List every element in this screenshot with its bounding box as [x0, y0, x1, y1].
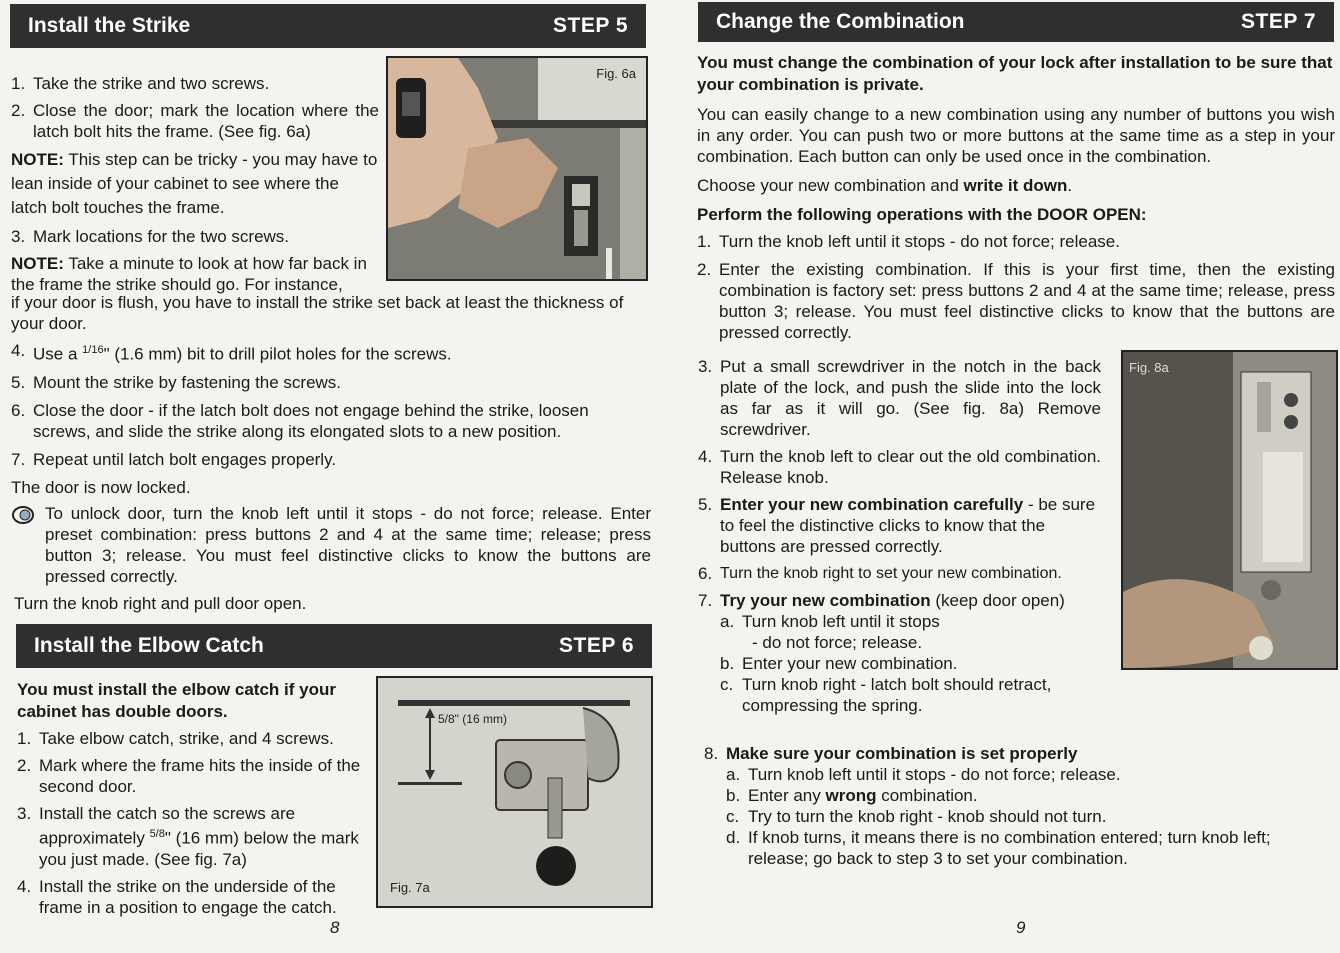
step7-intro: You must change the combination of your lock after installation to be sure that your combination is private.	[697, 53, 1333, 94]
step7-intro-block	[697, 52, 1335, 343]
step5-bottom-list	[11, 292, 651, 614]
item-number: 2.	[697, 260, 712, 279]
sub-item: a. Turn knob left until it stops - do not force; release.	[720, 612, 940, 652]
list-item	[698, 446, 1101, 488]
sub-item: b. Enter any wrong combination.	[726, 786, 978, 805]
sub-item: a. Turn knob left until it stops - do not force; release.	[726, 765, 1121, 784]
item-number: 5.	[698, 495, 713, 514]
item-text: Enter the existing combination. If this is your first time, then the existing combination is factory set: press buttons 2 and 4 at the same time; release, press button 3; release. You must feel distinctive clicks to know that the buttons are pressed correctly.	[719, 260, 1335, 342]
item-number: 1.	[697, 232, 712, 251]
list-item	[11, 73, 379, 94]
item-text: Use a $^{1/16}$" (1.6 mm) bit to drill pilot holes for the screws.	[33, 344, 452, 364]
item-number: 3.	[698, 357, 713, 376]
step7-item-8	[704, 743, 1334, 869]
item-text: Enter your new combination carefully - be sure to feel the distinctive clicks to know that the buttons are pressed correctly.	[720, 495, 1096, 556]
step7-middle-list	[698, 356, 1101, 716]
list-item	[17, 803, 367, 870]
item-text: Mount the strike by fastening the screws.	[33, 372, 342, 392]
note-paragraph	[11, 253, 379, 295]
list-item	[697, 259, 1335, 343]
fraction: 1/16	[82, 344, 104, 356]
sub-item: d. If knob turns, it means there is no combination entered; turn knob left; release; go back to step 3 to set your combination.	[726, 828, 1271, 868]
step6-title: Install the Elbow Catch	[34, 634, 264, 657]
step7-label: STEP 7	[1241, 10, 1316, 33]
step7-header	[698, 2, 1334, 42]
list-item	[11, 449, 651, 470]
item-text: Close the door; mark the location where the latch bolt hits the frame. (See fig. 6a)	[33, 101, 379, 141]
item-text: Mark where the frame hits the inside of the second door.	[39, 756, 361, 796]
step7-perform: Perform the following operations with the DOOR OPEN:	[697, 205, 1147, 224]
step6-list	[17, 679, 367, 918]
step6-header	[16, 624, 652, 668]
item-text: Install the catch so the screws are approximately $^{5/8}$" (16 mm) below the mark you just made. (See fig. 7a)	[39, 804, 359, 869]
item-text: Install the strike on the underside of the frame in a position to engage the catch.	[39, 876, 337, 917]
list-item	[17, 728, 367, 749]
fraction: 5/8	[149, 828, 165, 840]
item-text: Take the strike and two screws.	[33, 74, 270, 93]
step5-header	[10, 4, 646, 48]
item-text: Repeat until latch bolt engages properly.	[33, 449, 337, 469]
figure-8a-caption: Fig. 8a	[1129, 360, 1169, 375]
figure-6a-image	[388, 58, 646, 279]
step7-paragraph: You can easily change to a new combination using any number of buttons you wish in any order. You can push two or more buttons at the same time as a step in your combination. Each button can only be used once in the combination.	[697, 105, 1335, 166]
step7-choose: Choose your new combination and write it down.	[697, 176, 1073, 195]
list-item	[697, 231, 1335, 252]
unlock-text: To unlock door, turn the knob left until it stops - do not force; release. Enter preset combination: press buttons 2 and 4 at the same time; release; press button 3; release. You must feel distinctive clicks to know the buttons are pressed correctly.	[45, 503, 651, 586]
item-number: 7.	[698, 591, 713, 610]
item-number: 6.	[11, 400, 26, 420]
note-label: NOTE:	[11, 254, 64, 273]
step6-intro: You must install the elbow catch if your cabinet has double doors.	[17, 680, 336, 721]
step5-top-list	[11, 73, 379, 295]
note-paragraph	[11, 148, 379, 220]
figure-8a	[1121, 350, 1338, 670]
list-item	[704, 743, 1334, 869]
unlock-paragraph	[11, 503, 651, 587]
item-text: Make sure your combination is set properly a. Turn knob left until it stops - do not force; release. b. Enter any wrong combination. c. Try to turn the knob right - knob should not turn. d. If knob turns, it means there is no combination entered; turn knob left; release; go back to step 3 to set your combination.	[726, 743, 1334, 869]
list-item	[11, 100, 379, 142]
note-label: NOTE:	[11, 150, 64, 169]
list-item	[11, 226, 379, 247]
item-number: 6.	[698, 564, 713, 583]
item-number: 1.	[11, 74, 26, 93]
list-item	[698, 590, 1101, 716]
figure-7a	[376, 676, 653, 908]
figure-7a-image	[378, 678, 651, 906]
sub-item: c. Turn knob right - latch bolt should retract, compressing the spring.	[720, 675, 1052, 715]
knob-icon	[11, 503, 45, 587]
item-number: 3.	[11, 227, 26, 246]
list-item	[11, 400, 651, 442]
page-number-left: 8	[330, 918, 340, 937]
item-text: Turn the knob left to clear out the old combination. Release knob.	[720, 447, 1101, 487]
item-text: Take elbow catch, strike, and 4 screws.	[39, 729, 334, 748]
item-number: 1.	[17, 729, 32, 748]
item-number: 4.	[11, 341, 26, 360]
figure-7a-caption: Fig. 7a	[390, 880, 430, 895]
item-text: Try your new combination (keep door open) a. Turn knob left until it stops - do not force; release. b. Enter your new combination. c. Turn knob right - latch bolt should retract, compressing the spring.	[720, 590, 1092, 716]
note-text: Take a minute to look at how far back in the frame the strike should go. For instance,	[11, 254, 367, 294]
item-text: Mark locations for the two screws.	[33, 227, 290, 246]
item-text: Turn the knob right to set your new combination.	[720, 565, 1062, 582]
step6-label: STEP 6	[559, 634, 634, 657]
list-item	[11, 372, 651, 393]
figure-6a-caption: Fig. 6a	[596, 66, 636, 81]
item-text: Close the door - if the latch bolt does not engage behind the strike, loosen screws, and slide the strike along its elongated slots to a new position.	[33, 400, 589, 441]
list-item	[698, 563, 1101, 584]
item-text: Turn the knob left until it stops - do not force; release.	[719, 232, 1120, 251]
figure-8a-image	[1123, 352, 1336, 668]
page-number-right: 9	[1016, 918, 1026, 937]
list-item	[17, 755, 367, 797]
turn-knob-text: Turn the knob right and pull door open.	[14, 593, 307, 613]
item-number: 8.	[704, 744, 719, 763]
item-number: 2.	[17, 756, 32, 775]
step5-label: STEP 5	[553, 14, 628, 37]
list-item	[17, 876, 367, 918]
sub-item: c. Try to turn the knob right - knob should not turn.	[726, 807, 1107, 826]
list-item	[698, 356, 1101, 440]
list-item	[11, 340, 651, 365]
list-item	[698, 494, 1101, 557]
item-text: Put a small screwdriver in the notch in the back plate of the lock, and push the slide into the lock as far as it will go. (See fig. 8a) Remove screwdriver.	[720, 357, 1101, 439]
item-number: 7.	[11, 449, 26, 469]
locked-text: The door is now locked.	[11, 477, 191, 497]
item-number: 4.	[17, 876, 32, 896]
figure-6a	[386, 56, 648, 281]
item-number: 4.	[698, 447, 713, 466]
step5-title: Install the Strike	[28, 14, 191, 37]
item-number: 3.	[17, 804, 32, 823]
step7-title: Change the Combination	[716, 10, 965, 33]
item-number: 2.	[11, 101, 26, 120]
sub-item: b. Enter your new combination.	[720, 654, 958, 673]
note-text: This step can be tricky - you may have to lean inside of your cabinet to see where the latch bolt touches the frame.	[11, 150, 378, 217]
measurement-label: 5/8" (16 mm)	[438, 712, 507, 726]
note-text-continued: if your door is flush, you have to install the strike set back at least the thickness of your door.	[11, 293, 624, 333]
item-number: 5.	[11, 372, 26, 392]
